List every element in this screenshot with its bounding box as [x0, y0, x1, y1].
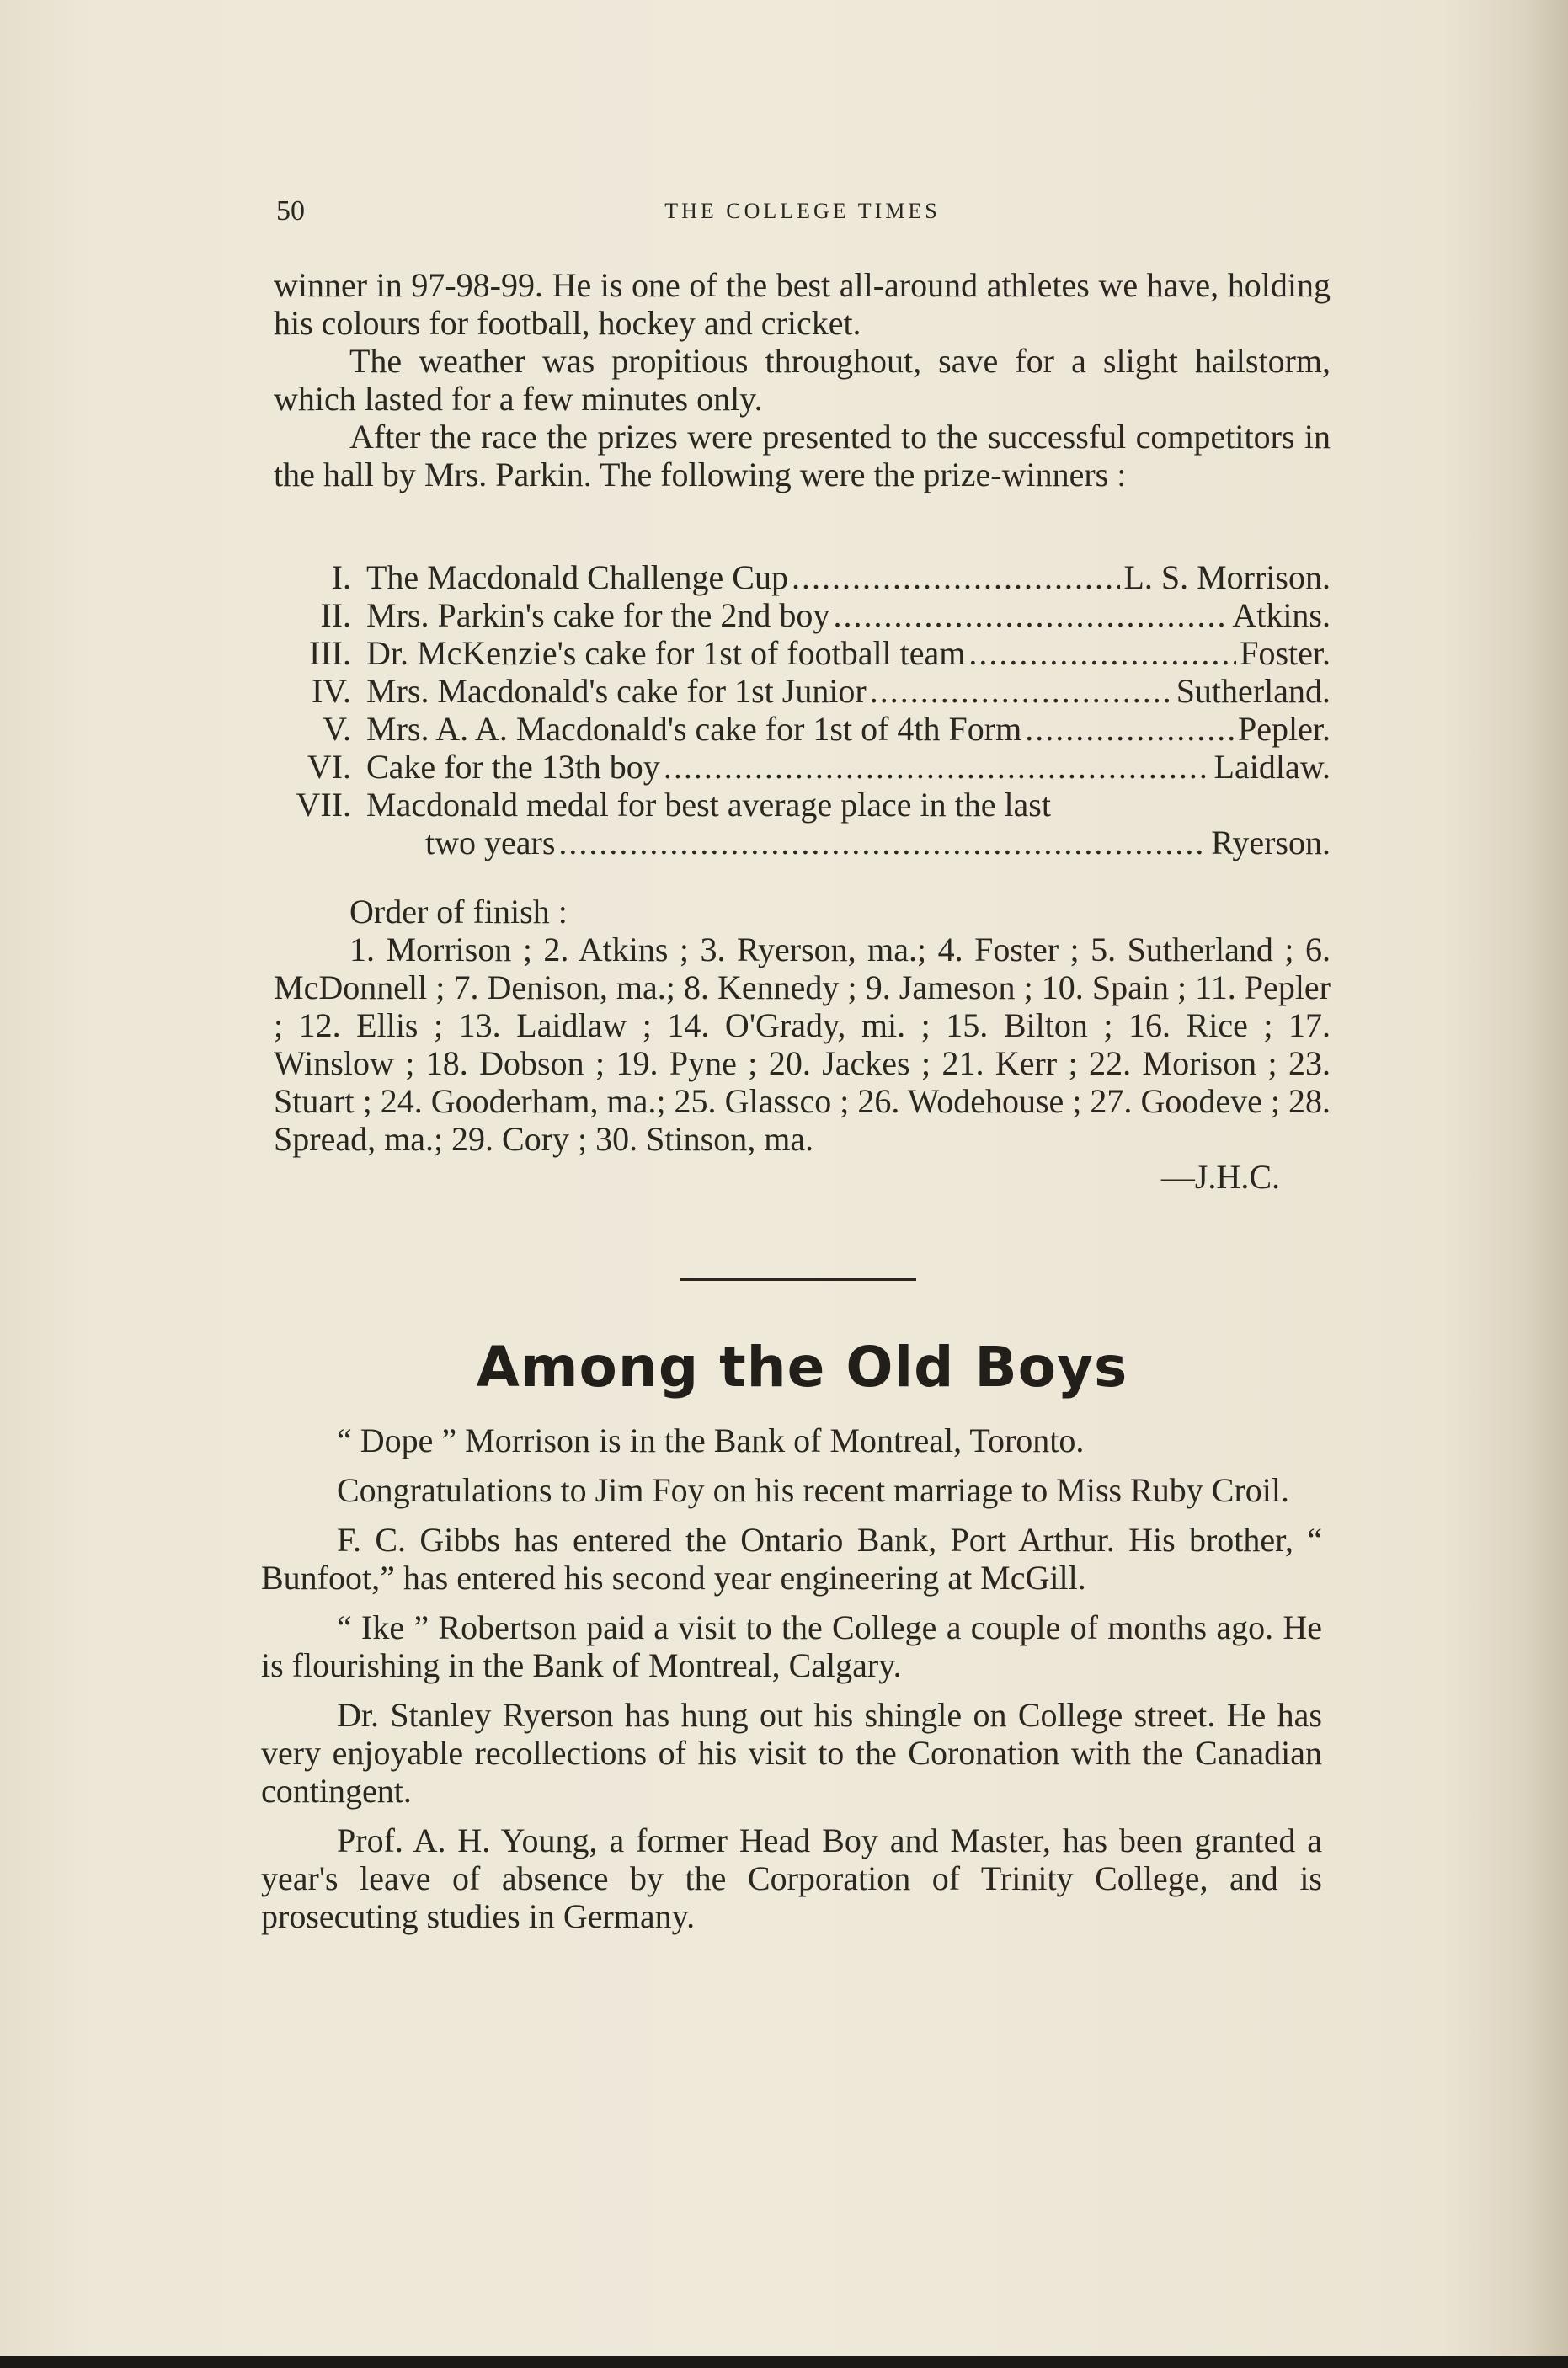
prize-description: Mrs. Macdonald's cake for 1st Junior: [366, 672, 867, 710]
paragraph: winner in 97-98-99. He is one of the best all-around athletes we have, holding his colours for football, hockey and cricket.: [274, 266, 1331, 342]
page-header: [276, 195, 1329, 229]
dot-leader: [968, 634, 1236, 672]
order-of-finish: [274, 893, 1331, 1196]
old-boys-notes: [261, 1421, 1322, 1947]
prize-winner: Ryerson.: [1211, 824, 1331, 861]
dot-leader: [792, 558, 1120, 596]
prize-item: [274, 748, 1331, 786]
page-number: 50: [276, 195, 305, 227]
prize-number: I.: [331, 558, 351, 596]
prize-winner: Atkins.: [1232, 596, 1331, 634]
intro-text: [274, 266, 1331, 493]
signature: —J.H.C.: [1160, 1158, 1280, 1196]
paragraph: Congratulations to Jim Foy on his recent marriage to Miss Ruby Croil.: [337, 1471, 1290, 1509]
paragraph: After the race the prizes were presented to the successful competitors in the hall by Mrs. Parkin. The following were the prize-winners :: [274, 418, 1331, 493]
prize-description: Mrs. Parkin's cake for the 2nd boy: [366, 596, 830, 634]
prize-number: IV.: [311, 672, 351, 710]
prize-winner: Sutherland.: [1176, 672, 1331, 710]
prize-item: [274, 786, 1331, 824]
prize-number: III.: [309, 634, 351, 672]
prize-item: [274, 634, 1331, 672]
paragraph: The weather was propitious throughout, save for a slight hailstorm, which lasted for a few minutes only.: [274, 342, 1331, 418]
prize-description: Macdonald medal for best average place in the last: [366, 786, 1051, 824]
prize-item: [274, 596, 1331, 634]
paragraph: “ Dope ” Morrison is in the Bank of Montreal, Toronto.: [337, 1421, 1085, 1459]
prize-description: Dr. McKenzie's cake for 1st of football team: [366, 634, 966, 672]
prize-number: VII.: [296, 786, 351, 824]
prize-description: Mrs. A. A. Macdonald's cake for 1st of 4th Form: [366, 710, 1022, 748]
finish-list: 1. Morrison ; 2. Atkins ; 3. Ryerson, ma.; 4. Foster ; 5. Sutherland ; 6. McDonnell ; 7. Denison, ma.; 8. Kennedy ; 9. Jameson ; 10. Spain ; 11. Pepler ; 12. Ellis ; 13. Laidlaw ; 14. O'Grady, mi. ; 15. Bilton ; 16. Rice ; 17. Winslow ; 18. Dobson ; 19. Pyne ; 20. Jackes ; 21. Kerr ; 22. Morison ; 23. Stuart ; 24. Gooderham, ma.; 25. Glassco ; 26. Wodehouse ; 27. Goodeve ; 28. Spread, ma.; 29. Cory ; 30. Stinson, ma.: [274, 931, 1331, 1158]
running-head: THE COLLEGE TIMES: [664, 199, 941, 223]
paragraph: “ Ike ” Robertson paid a visit to the College a couple of months ago. He is flourishing in the Bank of Montreal, Calgary.: [261, 1608, 1322, 1684]
dot-leader: [833, 596, 1229, 634]
prize-item: [274, 710, 1331, 748]
prize-winner: Pepler.: [1238, 710, 1331, 748]
prize-winner: L. S. Morrison.: [1123, 558, 1331, 596]
prize-description: The Macdonald Challenge Cup: [366, 558, 788, 596]
prize-description: two years: [425, 824, 556, 861]
dot-leader: [558, 824, 1208, 861]
prize-number: VI.: [307, 748, 351, 786]
prize-winner: Laidlaw.: [1213, 748, 1331, 786]
dot-leader: [664, 748, 1211, 786]
prize-item: [274, 672, 1331, 710]
prize-number: V.: [323, 710, 351, 748]
dot-leader: [870, 672, 1173, 710]
paragraph: Prof. A. H. Young, a former Head Boy and Master, has been granted a year's leave of absence by the Corporation of Trinity College, and is prosecuting studies in Germany.: [261, 1821, 1322, 1935]
section-heading: Among the Old Boys: [476, 1335, 1128, 1400]
prize-winner: Foster.: [1240, 634, 1331, 672]
dot-leader: [1025, 710, 1235, 748]
prize-list: [274, 558, 1331, 861]
section-divider: [680, 1278, 916, 1281]
prize-number: II.: [320, 596, 351, 634]
prize-description: Cake for the 13th boy: [366, 748, 660, 786]
prize-item-continuation: [274, 824, 1331, 861]
prize-item: [274, 558, 1331, 596]
paragraph: F. C. Gibbs has entered the Ontario Bank, Port Arthur. His brother, “ Bunfoot,” has entered his second year engineering at McGill.: [261, 1521, 1322, 1597]
finish-label: Order of finish :: [349, 893, 568, 931]
paragraph: Dr. Stanley Ryerson has hung out his shingle on College street. He has very enjoyable recollections of his visit to the Coronation with the Canadian contingent.: [261, 1696, 1322, 1810]
